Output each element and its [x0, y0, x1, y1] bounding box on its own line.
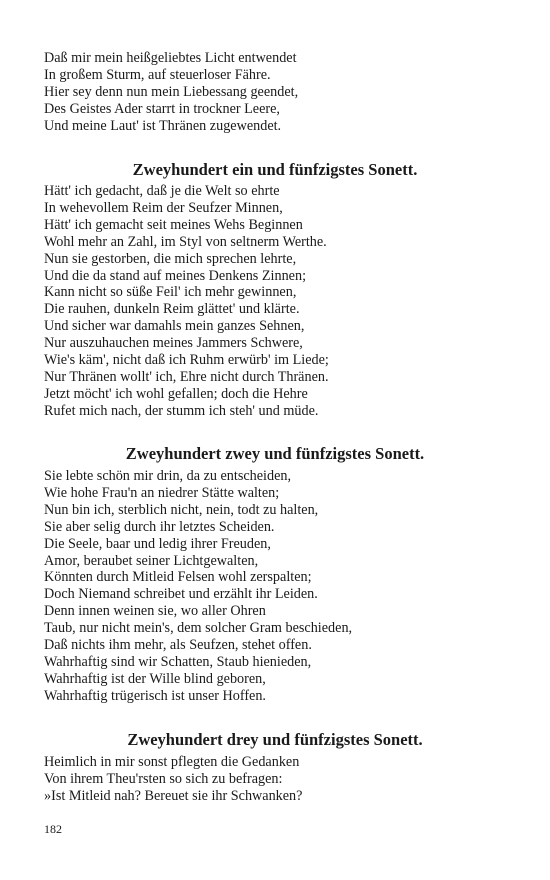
poem-line: Wahrhaftig ist der Wille blind geboren,: [44, 670, 266, 687]
poem-line: Doch Niemand schreibet und erzählt ihr Leiden.: [44, 586, 318, 603]
poem-line: Daß mir mein heißgeliebtes Licht entwendet: [44, 50, 297, 66]
poem-line: Und die da stand auf meines Denkens Zinnen;: [44, 267, 307, 284]
poem-line: Wie hohe Frau'n an niedrer Stätte walten;: [44, 484, 280, 501]
poem-line: Wahrhaftig sind wir Schatten, Staub hienieden,: [44, 653, 312, 670]
poem-line: Und sicher war damahls mein ganzes Sehnen,: [44, 318, 305, 335]
stanza-sonnet-253: [44, 754, 514, 805]
poem-line: Amor, beraubet seiner Lichtgewalten,: [44, 552, 259, 569]
poem-line: Daß nichts ihm mehr, als Seufzen, stehet offen.: [44, 637, 312, 654]
poem-line: Hätt' ich gemacht seit meines Wehs Beginnen: [44, 216, 303, 233]
sonnet-heading-252: Zweyhundert zwey und fünfzigstes Sonett.: [125, 444, 425, 463]
stanza-sonnet-252: [44, 468, 514, 705]
poem-line: In wehevollem Reim der Seufzer Minnen,: [44, 199, 283, 216]
poem-line: »Ist Mitleid nah? Bereuet sie ihr Schwanken?: [44, 787, 303, 804]
poem-line: Die Seele, baar und ledig ihrer Freuden,: [44, 535, 271, 552]
poem-line: Rufet mich nach, der stumm ich steh' und müde.: [44, 402, 319, 419]
poem-line: Wie's käm', nicht daß ich Ruhm erwürb' im Liede;: [44, 352, 329, 369]
poem-line: Von ihrem Theu'rsten so sich zu befragen:: [44, 770, 283, 787]
poem-line: Nur auszuhauchen meines Jammers Schwere,: [44, 335, 303, 352]
poem-line: Und meine Laut' ist Thränen zugewendet.: [44, 117, 282, 134]
poem-line: Denn innen weinen sie, wo aller Ohren: [44, 603, 266, 620]
poem-line: Hier sey denn nun mein Liebessang geendet,: [44, 83, 299, 100]
stanza-sonnet-251: [44, 183, 514, 420]
poem-line: Nun sie gestorben, die mich sprechen lehrte,: [44, 250, 297, 267]
poem-line: Sie lebte schön mir drin, da zu entscheiden,: [44, 468, 292, 484]
poem-line: Jetzt möcht' ich wohl gefallen; doch die Hehre: [44, 385, 308, 402]
poem-line: Heimlich in mir sonst pflegten die Gedanken: [44, 754, 300, 770]
poem-line: Die rauhen, dunkeln Reim glättet' und klärte.: [44, 301, 300, 318]
poem-line: Hätt' ich gedacht, daß je die Welt so ehrte: [44, 183, 280, 199]
sonnet-heading-253: Zweyhundert drey und fünfzigstes Sonett.: [127, 730, 423, 749]
poem-line: Nun bin ich, sterblich nicht, nein, todt zu halten,: [44, 501, 319, 518]
poem-line: Wahrhaftig trügerisch ist unser Hoffen.: [44, 687, 266, 704]
poem-line: Taub, nur nicht mein's, dem solcher Gram beschieden,: [44, 620, 353, 637]
sonnet-heading-251: Zweyhundert ein und fünfzigstes Sonett.: [132, 160, 418, 179]
poem-line: Wohl mehr an Zahl, im Styl von seltnerm Werthe.: [44, 233, 327, 250]
poem-line: Sie aber selig durch ihr letztes Scheiden.: [44, 518, 275, 535]
poem-line: In großem Sturm, auf steuerloser Fähre.: [44, 66, 271, 83]
page-number: 182: [44, 822, 62, 836]
poem-line: Nur Thränen wollt' ich, Ehre nicht durch Thränen.: [44, 368, 329, 385]
poem-line: Kann nicht so süße Feil' ich mehr gewinnen,: [44, 284, 297, 301]
stanza-continuation: [44, 50, 514, 135]
poem-line: Könnten durch Mitleid Felsen wohl zerspalten;: [44, 569, 312, 586]
poem-line: Des Geistes Ader starrt in trockner Leere,: [44, 100, 280, 117]
